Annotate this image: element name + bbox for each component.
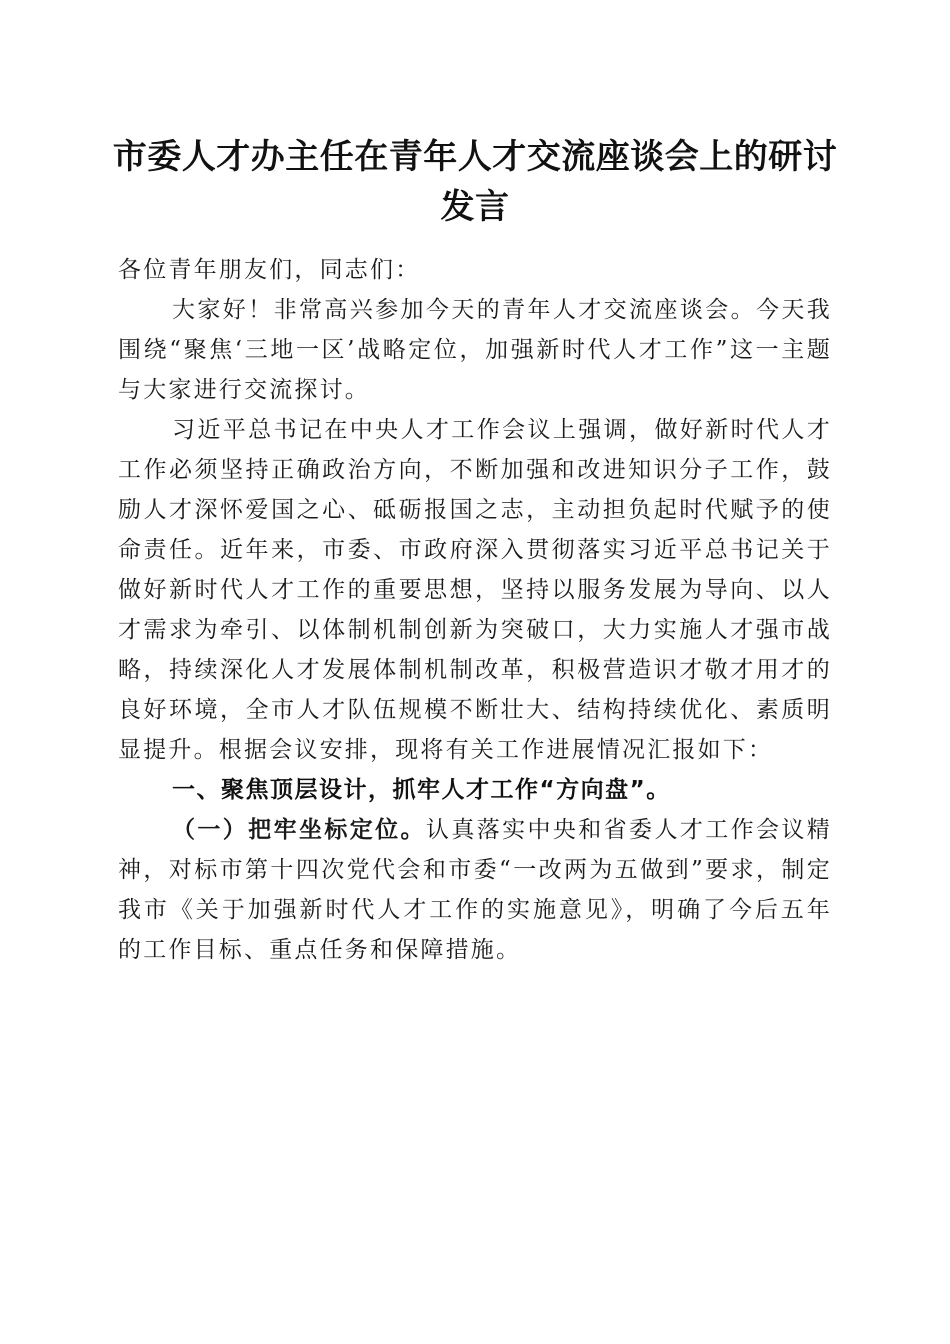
paragraph-intro: 大家好！非常高兴参加今天的青年人才交流座谈会。今天我围绕“聚焦‘三地一区’战略定位，加强新时代人才工作”这一主题与大家进行交流探讨。 bbox=[118, 297, 832, 403]
document-title: 市委人才办主任在青年人才交流座谈会上的研讨发言 bbox=[112, 137, 838, 227]
subsection-lead: （一）把牢坐标定位。 bbox=[172, 817, 426, 843]
subsection-paragraph bbox=[118, 810, 832, 970]
document-body bbox=[118, 250, 832, 970]
salutation: 各位青年朋友们，同志们： bbox=[118, 257, 421, 283]
section-heading: 一、聚焦顶层设计，抓牢人才工作“方向盘”。 bbox=[172, 777, 671, 803]
subsection-text: 认真落实中央和省委人才工作会议精神，对标市第十四次党代会和市委“一改两为五做到”要求，制定我市《关于加强新时代人才工作的实施意见》，明确了今后五年的工作目标、重点任务和保障措施。 bbox=[118, 817, 833, 963]
paragraph-context: 习近平总书记在中央人才工作会议上强调，做好新时代人才工作必须坚持正确政治方向，不断加强和改进知识分子工作，鼓励人才深怀爱国之心、砥砺报国之志，主动担负起时代赋予的使命责任。近年来，市委、市政府深入贯彻落实习近平总书记关于做好新时代人才工作的重要思想，坚持以服务发展为导向、以人才需求为牵引、以体制机制创新为突破口，大力实施人才强市战略，持续深化人才发展体制机制改革，积极营造识才敬才用才的良好环境，全市人才队伍规模不断壮大、结构持续优化、素质明显提升。根据会议安排，现将有关工作进展情况汇报如下： bbox=[118, 417, 832, 763]
